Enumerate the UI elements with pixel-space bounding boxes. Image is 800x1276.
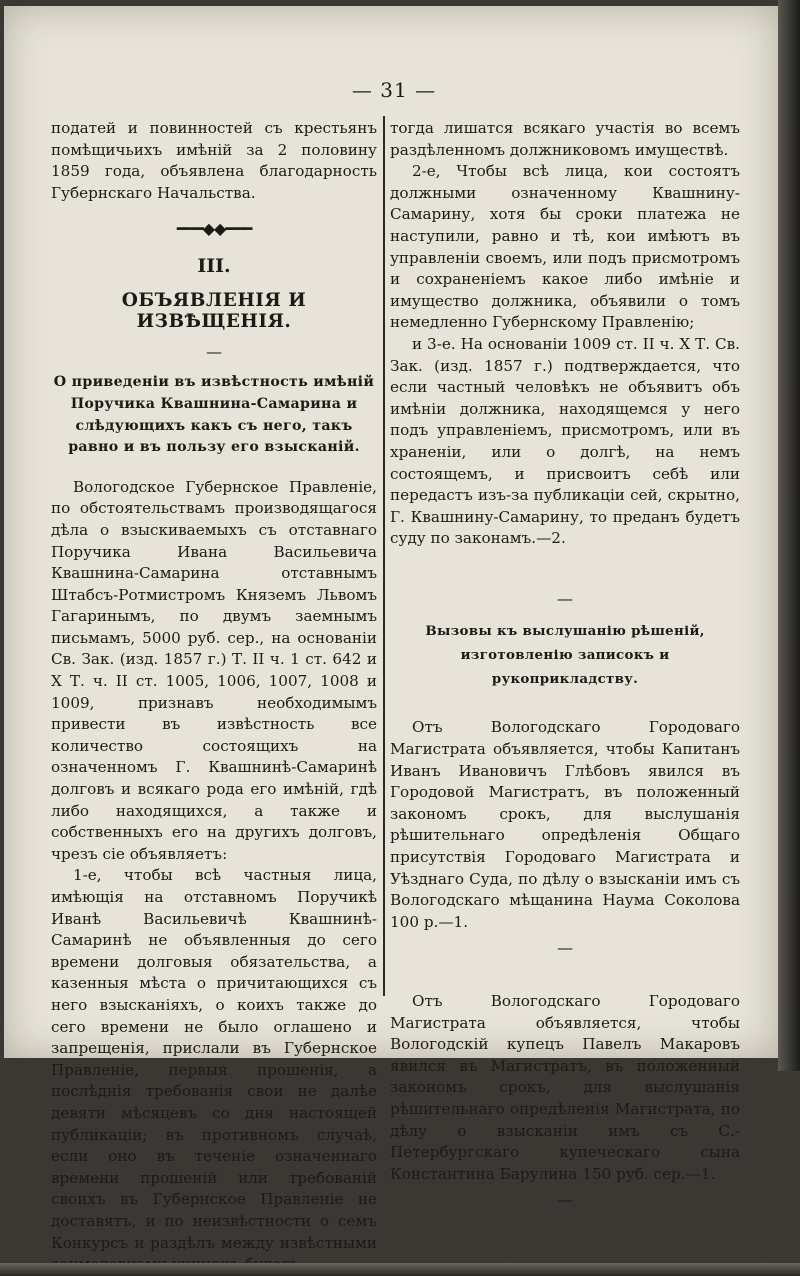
section-number: III.: [197, 254, 231, 277]
dash-divider: —: [557, 1190, 573, 1210]
dash-divider: —: [557, 588, 573, 608]
scan-edge-bottom: [0, 1263, 800, 1276]
announcement-heading: О приведеніи въ извѣстность имѣній Поручика Квашнина-Самарина и слѣдующихъ какъ съ него, такъ равно и въ пользу его взысканій.: [53, 374, 375, 456]
item-1-continuation: тогда лишатся всякаго участія во всемъ раздѣленномъ должниковомъ имуществѣ.: [390, 119, 740, 159]
dash-divider: —: [206, 341, 222, 361]
dash-divider: —: [557, 938, 573, 958]
announcement-body: Вологодское Губернское Правленіе, по обстоятельствамъ производящагося дѣла о взыскиваемыхъ съ отставнаго Поручика Ивана Васильевича Квашнина-Самарина отставнымъ Штабсъ-Ротмистромъ Княземъ Львомъ Гагаринымъ, по двумъ заемнымъ письмамъ, 5000 руб. сер., на основаніи Св. Зак. (изд. 1857 г.) Т. II ч. 1 ст. 642 и X Т. ч. II ст. 1005, 1006, 1007, 1008 и 1009, признавъ необходимымъ привести въ извѣстность все количество состоящихъ на означенномъ Г. Квашнинѣ-Самаринѣ долговъ и всякаго рода его имѣній, гдѣ либо находящихся, а также и собственныхъ его на другихъ долговъ, чрезъ сіе объявляетъ:: [51, 477, 377, 863]
announcement-item-1: 1-е, чтобы всѣ частныя лица, имѣющія на отставномъ Поручикѣ Иванѣ Васильевичѣ Квашнинѣ-Самаринѣ не объявленныя до сего времени долговыя обязательства, а казенныя мѣста о причитающихся съ него взысканіяхъ, о коихъ также до сего времени не было оглашено и запрещенія, прислали въ Губернское Правленіе, первыя прошенія, а послѣднія требованія свои не далѣе девяти мѣсяцевъ со дня настоящей публикаціи; въ противномъ случаѣ, если оно въ теченіе означеннаго времени прошеній или требованій своихъ въ Губернское Правленіе не доставятъ, и по неизвѣстности о семъ Конкурсъ и раздѣлъ между извѣстными: [51, 866, 377, 1252]
magistrate-notice-2: Отъ Вологодскаго Городоваго Магистрата объявляется, чтобы Вологодскій купецъ Павелъ Макаровъ явился въ Магистратъ, въ положенный закономъ срокъ, для выслушанія рѣшительнаго опредѣленія Магистрата, по дѣлу о взысканіи имъ съ С.-Петербургскаго купеческаго сына Константина Барулина 150 руб. сер.—1.: [390, 992, 740, 1183]
page-number: — 31 —: [351, 78, 437, 102]
right-column: [390, 118, 740, 1221]
announcement-item-2: 2-е, Чтобы всѣ лица, кои состоятъ должными означенному Квашнину-Самарину, хотя бы сроки платежа не наступили, равно и тѣ, кои имѣютъ въ управленіи своемъ, или подъ присмотромъ и сохраненіемъ какое либо имѣніе и имущество должника, объявили о томъ немедленно Губернскому Правленію;: [390, 162, 740, 332]
scan-edge-right: [778, 0, 800, 1071]
section-title: ОБЪЯВЛЕНІЯ И ИЗВѢЩЕНІЯ.: [121, 289, 307, 333]
column-divider: [383, 116, 385, 996]
announcement-item-3: и 3-е. На основаніи 1009 ст. II ч. X Т. Св. Зак. (изд. 1857 г.) подтверждается, что если частный человѣкъ не объявитъ объ имѣніи должника, находящемся у него подъ управленіемъ, присмотромъ, или въ храненіи, или о долгѣ, на немъ состоящемъ, и присвоитъ себѣ или передастъ изъ-за публикаціи сей, скрытно, Г. Квашнину-Самарину, то преданъ будетъ суду по законамъ.—2.: [390, 334, 740, 548]
summons-heading: Вызовы къ выслушанію рѣшеній, изготовленію записокъ и рукоприкладству.: [425, 623, 705, 688]
ornament-divider: ━━━◆◆━━━: [176, 219, 252, 239]
intro-paragraph: податей и повинностей съ крестьянъ помѣщичьихъ имѣній за 2 половину 1859 года, объявлена благодарность Губернскаго Начальства.: [51, 119, 377, 202]
left-column: [51, 118, 377, 1276]
magistrate-notice-1: Отъ Вологодскаго Городоваго Магистрата объявляется, чтобы Капитанъ Иванъ Ивановичъ Глѣбовъ явился въ Городовой Магистратъ, въ положенный закономъ срокъ, для выслушанія рѣшительнаго опредѣленія Общаго присутствія Городоваго Магистрата и Уѣзднаго Суда, по дѣлу о взысканіи имъ съ Вологодскаго мѣщанина Наума Соколова 100 р.—1.: [390, 718, 740, 931]
newspaper-page: [4, 6, 778, 1252]
